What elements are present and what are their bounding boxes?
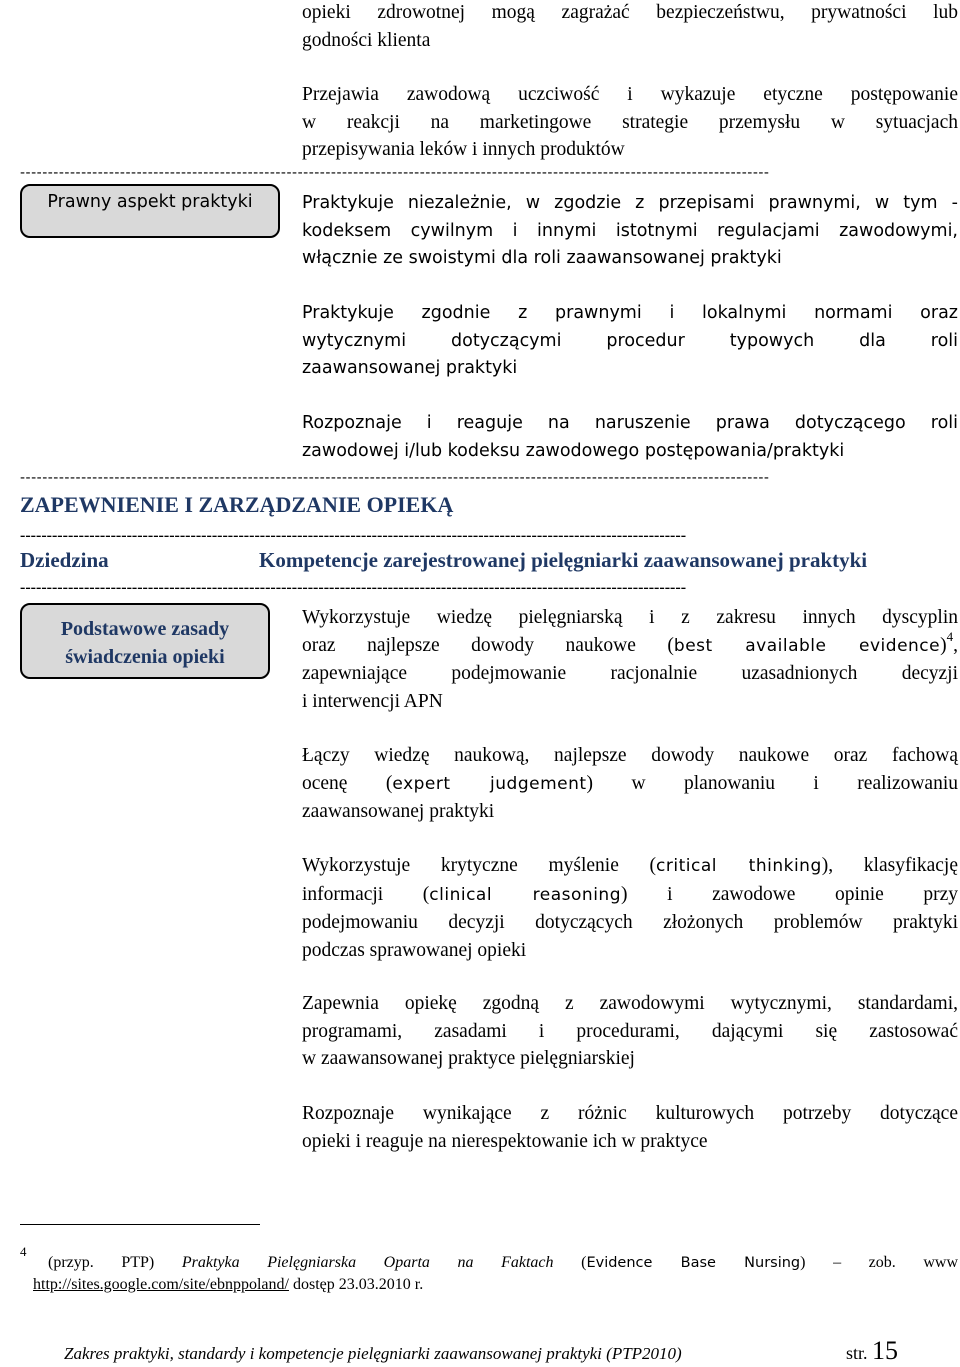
text-line: Przejawia zawodową uczciwość i wykazuje etyczne postępowanie [302, 84, 958, 105]
separator-line: --------------------------------------------------------------------------------------------------------------------------------------- [20, 470, 770, 486]
text-line: zawodowej i/lub kodeksu zawodowego postępowania/praktyki [302, 440, 845, 461]
paragraph-care-4 [302, 990, 958, 1073]
text-line: Łączy wiedzę naukową, najlepsze dowody naukowe oraz fachową [302, 745, 958, 766]
text-line: kodeksem cywilnym i innymi istotnymi regulacjami zawodowymi, [302, 220, 958, 241]
text-line: Praktykuje zgodnie z prawnymi i lokalnymi normami oraz [302, 303, 958, 323]
text-line: oraz najlepsze dowody naukowe (best available evidence)$^4$, [302, 629, 958, 656]
footnote-ref[interactable]: 4 [946, 629, 954, 644]
separator-line: ----------------------------------------------------------------------------------------------------------------------------- [20, 527, 687, 544]
text-line: włącznie ze swoistymi dla roli zaawansowanej praktyki [302, 248, 782, 268]
footnote-link[interactable]: http://sites.google.com/site/ebnppoland/ [33, 1276, 289, 1293]
text-line: opieki i reaguje na nierespektowanie ich w praktyce [302, 1130, 708, 1152]
text-line: w zaawansowanej praktyce pielęgniarskiej [302, 1048, 635, 1069]
domain-label-legal [20, 184, 280, 238]
paragraph-legal-2 [302, 300, 958, 383]
text-line: zaawansowanej praktyki [302, 358, 518, 378]
text-line: informacji (clinical reasoning) i zawodowe opinie przy [302, 883, 958, 905]
text-line: godności klienta [302, 29, 431, 51]
text-line: ocenę (expert judgement) w planowaniu i realizowaniu [302, 772, 959, 794]
footnote-text: http://sites.google.com/site/ebnppoland/ dostęp 23.03.2010 r. [33, 1276, 424, 1293]
paragraph-legal-1 [302, 190, 958, 273]
text-line: podczas sprawowanej opieki [302, 939, 527, 961]
text-line: Praktykuje niezależnie, w zgodzie z przepisami prawnymi, w tym - [302, 193, 958, 213]
separator-line: ----------------------------------------------------------------------------------------------------------------------------- [20, 579, 687, 596]
text-line: w reakcji na marketingowe strategie przemysłu w sytuacjach [302, 111, 958, 133]
separator-line: --------------------------------------------------------------------------------------------------------------------------------------- [20, 165, 770, 181]
text-line: podejmowaniu decyzji dotyczących złożonych problemów praktyki [302, 912, 958, 933]
page-number: str. 15 [846, 1336, 899, 1365]
text-line: i interwencji APN [302, 690, 443, 712]
paragraph-privacy [302, 0, 958, 54]
domain-label-text: świadczenia opieki [65, 646, 225, 668]
text-line: zapewniające podejmowanie racjonalnie uzasadnionych decyzji [302, 663, 958, 684]
domain-label-care [20, 603, 270, 679]
text-line: zaawansowanej praktyki [302, 801, 495, 822]
footnote-number: 4 [20, 1244, 27, 1259]
text-line: przepisywania leków i innych produktów [302, 139, 625, 160]
domain-label-text: Podstawowe zasady [60, 618, 230, 640]
text-line: Zapewnia opiekę zgodną z zawodowymi wytycznymi, standardami, [302, 993, 958, 1014]
footnote-rule [20, 1224, 260, 1225]
text-line: Wykorzystuje wiedzę pielęgniarską i z zakresu innych dyscyplin [302, 607, 958, 628]
table-header-competencies: Kompetencje zarejestrowanej pielęgniarki zaawansowanej praktyki [259, 548, 868, 572]
text-line: Wykorzystuje krytyczne myślenie (critical thinking), klasyfikację [302, 855, 959, 876]
text-line: (przyp. PTP) Praktyka Pielęgniarska Oparta na Faktach (Evidence Base Nursing) – zob. www [48, 1254, 959, 1271]
text-line: wytycznymi dotyczącymi procedur typowych dla roli [302, 330, 958, 351]
paragraph-care-5 [302, 1100, 958, 1155]
paragraph-ethics [302, 81, 958, 164]
section-title: ZAPEWNIENIE I ZARZĄDZANIE OPIEKĄ [20, 492, 454, 517]
text-line: opieki zdrowotnej mogą zagrażać bezpieczeństwu, prywatności lub [302, 2, 958, 23]
domain-label-text: Prawny aspekt praktyki [47, 192, 253, 212]
footnote-text [48, 1252, 958, 1274]
paragraph-care-1 [302, 604, 958, 715]
text-line: programami, zasadami i procedurami, dającymi się zastosować [302, 1020, 958, 1042]
text-line: Rozpoznaje wynikające z różnic kulturowych potrzeby dotyczące [302, 1103, 958, 1124]
page-footer-title: Zakres praktyki, standardy i kompetencje pielęgniarki zaawansowanej praktyki (PTP2010) [64, 1344, 682, 1363]
paragraph-legal-3 [302, 410, 958, 465]
paragraph-care-2 [302, 742, 958, 826]
table-header-domain: Dziedzina [20, 548, 109, 572]
paragraph-care-3 [302, 852, 958, 964]
text-line: Rozpoznaje i reaguje na naruszenie prawa dotyczącego roli [302, 413, 958, 433]
